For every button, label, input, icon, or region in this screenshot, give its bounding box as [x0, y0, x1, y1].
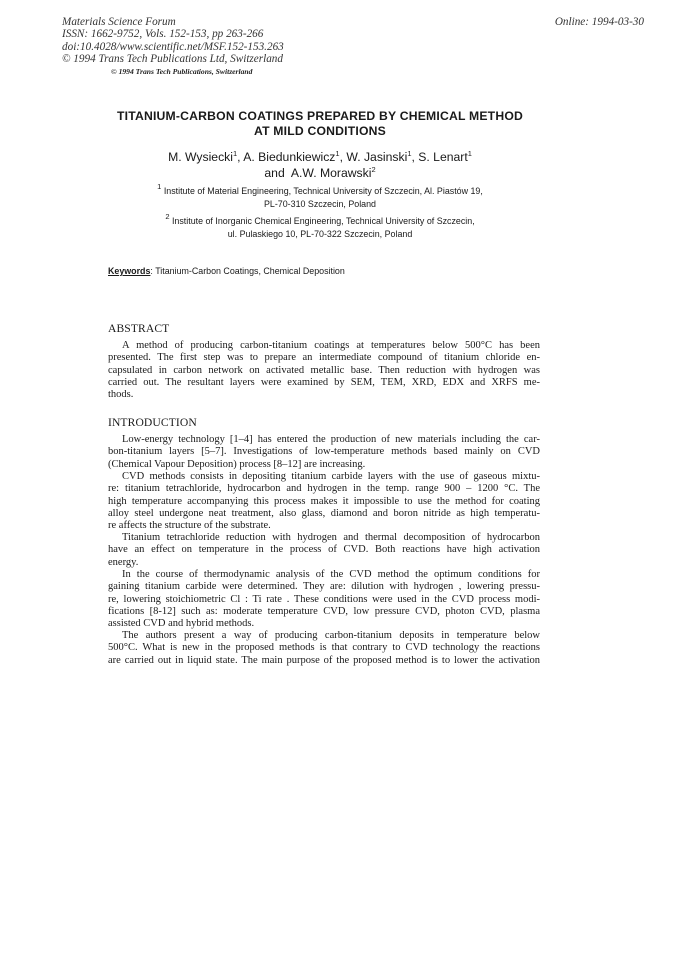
affiliation-marker: 1	[335, 149, 340, 158]
issn-line: ISSN: 1662-9752, Vols. 152-153, pp 263-266	[62, 28, 264, 41]
intro-line: are carried out in liquid state. The main purpose of the proposed method is to lower the activation	[108, 654, 540, 666]
intro-line: In the course of thermodynamic analysis of the CVD method the optimum conditions for	[122, 569, 540, 580]
intro-line: Titanium tetrachloride reduction with hydrogen and thermal decomposition of hydrocarbon	[122, 532, 540, 543]
intro-line: 500°C. What is new in the proposed methods is that contrary to CVD technology the reactions	[108, 642, 540, 654]
online-date: Online: 1994-03-30	[554, 16, 644, 28]
intro-line: gaining titanium carbide were determined. They are: dilution with hydrogen , lowering pressu-	[108, 581, 540, 593]
copyright-line: © 1994 Trans Tech Publications Ltd, Switzerland	[62, 52, 283, 65]
abstract-line: presented. The first step was to prepare an intermediate compound of titanium chloride en-	[108, 352, 540, 364]
author-conjunction: and	[264, 166, 285, 180]
intro-line: fications [8-12] such as: moderate temperature CVD, low pressure CVD, photon CVD, plasma	[108, 605, 540, 617]
affiliation-marker: 1	[407, 149, 412, 158]
affiliation-2-line-1	[80, 212, 560, 228]
author-separator: ,	[411, 150, 415, 164]
intro-line: energy.	[108, 556, 139, 568]
intro-line: re, lowering stoichiometric Cl : Ti rate . These conditions were used in the CVD process modi-	[108, 593, 540, 605]
abstract-body	[108, 340, 540, 401]
copyright-small: © 1994 Trans Tech Publications, Switzerland	[111, 67, 253, 76]
abstract-line: thods.	[108, 389, 134, 401]
affiliation-number: 1	[157, 182, 162, 191]
intro-paragraph-3	[108, 532, 540, 569]
keywords-label: Keywords	[108, 266, 151, 276]
affiliation-number: 2	[165, 212, 170, 221]
affiliation-text: Institute of Material Engineering, Technical University of Szczecin, Al. Piastów 19,	[163, 186, 483, 196]
abstract-line: capsulated in carbon network on activated metallic base. Then reduction with hydrogen was	[108, 364, 540, 376]
intro-line: re affects the structure of the substrate.	[108, 520, 271, 532]
affiliation-1-line-2: PL-70-310 Szczecin, Poland	[264, 199, 376, 209]
intro-line: re: titanium tetrachloride, hydrocarbon and hydrogen in the temp. range 900 – 1200 °C. The	[108, 483, 540, 495]
authors-line-1	[80, 150, 560, 165]
author-name: A. Biedunkiewicz	[243, 150, 336, 164]
affiliation-marker: 2	[371, 165, 376, 174]
author-name: A.W. Morawski	[290, 166, 372, 180]
affiliation-marker: 1	[467, 149, 472, 158]
intro-line: Low-energy technology [1–4] has entered the production of new materials including the car-	[122, 434, 540, 445]
intro-line: assisted CVD and hybrid methods.	[108, 618, 255, 630]
author-name: M. Wysiecki	[168, 150, 233, 164]
affiliation-marker: 1	[232, 149, 238, 158]
intro-line: have an effect on temperature in the process of CVD. Both reactions have high activation	[108, 544, 540, 556]
abstract-line: A method of producing carbon-titanium coatings at temperatures below 500°C has been	[122, 340, 540, 351]
authors-line-2	[80, 166, 560, 181]
author-separator: ,	[237, 150, 241, 164]
keywords-text: Titanium-Carbon Coatings, Chemical Deposition	[155, 266, 345, 276]
paper-title-line-1: TITANIUM-CARBON COATINGS PREPARED BY CHEMICAL METHOD	[116, 109, 524, 123]
affiliation-text: Institute of Inorganic Chemical Engineering, Technical University of Szczecin,	[171, 216, 475, 226]
affiliation-2-line-2: ul. Pulaskiego 10, PL-70-322 Szczecin, Poland	[227, 229, 413, 239]
intro-paragraph-1	[108, 434, 540, 471]
intro-line: alloy steel undergone neat treatment, also glass, diamond and boron nitride as high temperatu-	[108, 507, 540, 519]
author-name: S. Lenart	[418, 150, 468, 164]
intro-paragraph-5	[108, 630, 540, 667]
abstract-heading: ABSTRACT	[108, 322, 170, 335]
intro-line: (Chemical Vapour Deposition) process [8–12] are increasing.	[108, 458, 366, 470]
intro-paragraph-4	[108, 569, 540, 630]
introduction-heading: INTRODUCTION	[108, 416, 197, 429]
intro-line: CVD methods consists in depositing titanium carbide layers with the use of gaseous mixtu-	[122, 471, 540, 482]
author-separator: ,	[339, 150, 343, 164]
intro-line: The authors present a way of producing carbon-titanium deposits in temperature below	[122, 630, 540, 641]
journal-metadata	[62, 16, 362, 65]
paper-title-line-2: AT MILD CONDITIONS	[253, 124, 386, 138]
keywords-colon: :	[150, 266, 153, 276]
keywords	[108, 266, 345, 276]
abstract-line: carried out. The resultant layers were examined by SEM, TEM, XRD, EDX and XRFS me-	[108, 376, 540, 388]
intro-paragraph-2	[108, 471, 540, 532]
affiliation-1-line-1	[80, 182, 560, 198]
journal-name: Materials Science Forum	[62, 16, 176, 28]
author-name: W. Jasinski	[346, 150, 408, 164]
intro-line: bon-titanium layers [5–7]. Investigations of low-temperature methods based mainly on CVD	[108, 446, 540, 458]
doi-line: doi:10.4028/www.scientific.net/MSF.152-153.263	[62, 40, 284, 53]
intro-line: high temperature accompanying this process makes it impossible to use the method for coating	[108, 495, 540, 507]
